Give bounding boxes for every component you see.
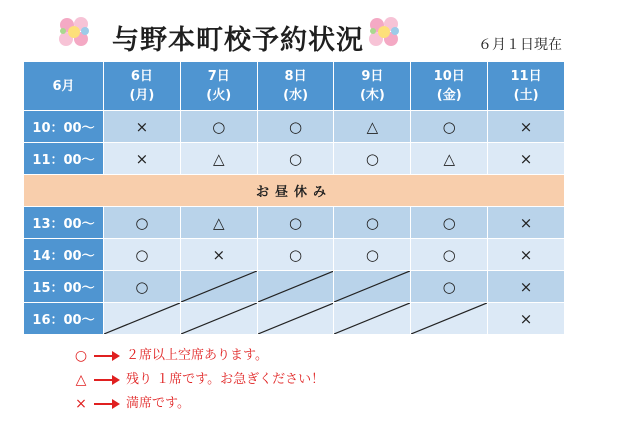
availability-cell: ○: [411, 207, 488, 239]
legend: [72, 344, 324, 416]
availability-cell: ×: [488, 271, 565, 303]
day-header: [257, 62, 334, 111]
arrow-right-icon: [94, 399, 120, 409]
availability-cell: ○: [104, 239, 181, 271]
availability-cell: ×: [488, 239, 565, 271]
lunch-break-label: お昼休み: [24, 175, 565, 207]
legend-item: [72, 368, 324, 392]
availability-cell: ○: [411, 239, 488, 271]
time-slot-label: 13：00～: [24, 207, 104, 239]
day-weekday: (水): [283, 88, 309, 103]
month-header: 6月: [24, 62, 104, 111]
day-header: [104, 62, 181, 111]
day-header: [411, 62, 488, 111]
legend-item: [72, 344, 324, 368]
availability-cell: ○: [257, 143, 334, 175]
availability-cell: ×: [180, 239, 257, 271]
unavailable-cell: [180, 271, 257, 303]
availability-cell: ×: [488, 303, 565, 335]
unavailable-cell: [334, 303, 411, 335]
legend-symbol: ○: [74, 348, 88, 364]
availability-cell: △: [180, 143, 257, 175]
flower-decoration-icon: [57, 15, 91, 49]
unavailable-cell: [104, 303, 181, 335]
day-date: 11日: [510, 69, 542, 84]
table-row: [24, 207, 565, 239]
diagonal-slash-icon: [258, 271, 334, 302]
availability-cell: ○: [334, 207, 411, 239]
day-weekday: (木): [359, 88, 385, 103]
table-header-row: [24, 62, 565, 111]
legend-text: 残り １席です。お急ぎください！: [126, 372, 325, 387]
day-weekday: (金): [436, 88, 462, 103]
diagonal-slash-icon: [258, 303, 334, 334]
availability-cell: ○: [257, 111, 334, 143]
availability-cell: ○: [411, 271, 488, 303]
availability-cell: △: [180, 207, 257, 239]
table-row: [24, 239, 565, 271]
day-date: 6日: [130, 69, 153, 84]
table-row: [24, 271, 565, 303]
availability-cell: ○: [104, 207, 181, 239]
unavailable-cell: [257, 271, 334, 303]
diagonal-slash-icon: [334, 303, 410, 334]
availability-cell: ×: [488, 111, 565, 143]
diagonal-slash-icon: [334, 271, 410, 302]
legend-item: [72, 392, 324, 416]
availability-cell: △: [411, 143, 488, 175]
availability-cell: ○: [180, 111, 257, 143]
availability-cell: ×: [488, 207, 565, 239]
table-row: [24, 303, 565, 335]
day-date: 7日: [207, 69, 230, 84]
availability-cell: ×: [488, 143, 565, 175]
legend-symbol: △: [75, 372, 87, 388]
flower-decoration-icon: [367, 15, 401, 49]
time-slot-label: 11：00～: [24, 143, 104, 175]
unavailable-cell: [334, 271, 411, 303]
diagonal-slash-icon: [181, 271, 257, 302]
lunch-break-row: [24, 175, 565, 207]
availability-cell: ○: [411, 111, 488, 143]
legend-text: ２席以上空席あります。: [126, 348, 268, 363]
page-title: 与野本町校予約状況: [112, 25, 364, 56]
availability-cell: △: [334, 111, 411, 143]
diagonal-slash-icon: [181, 303, 257, 334]
diagonal-slash-icon: [104, 303, 180, 334]
day-header: [180, 62, 257, 111]
arrow-right-icon: [94, 375, 120, 385]
day-weekday: (火): [206, 88, 232, 103]
day-weekday: (土): [513, 88, 539, 103]
unavailable-cell: [180, 303, 257, 335]
as-of-date: ６月１日現在: [478, 37, 562, 53]
time-slot-label: 15：00～: [24, 271, 104, 303]
arrow-right-icon: [94, 351, 120, 361]
unavailable-cell: [257, 303, 334, 335]
unavailable-cell: [411, 303, 488, 335]
availability-cell: ○: [334, 143, 411, 175]
availability-cell: ○: [257, 239, 334, 271]
table-row: [24, 143, 565, 175]
availability-cell: ○: [257, 207, 334, 239]
availability-cell: ×: [104, 111, 181, 143]
table-row: [24, 111, 565, 143]
time-slot-label: 10：00～: [24, 111, 104, 143]
legend-symbol: ×: [75, 396, 87, 412]
time-slot-label: 14：00～: [24, 239, 104, 271]
day-weekday: (月): [129, 88, 155, 103]
availability-cell: ○: [104, 271, 181, 303]
availability-cell: ○: [334, 239, 411, 271]
legend-text: 満席です。: [126, 396, 190, 411]
day-header: [334, 62, 411, 111]
day-date: 9日: [361, 69, 384, 84]
reservation-table: [23, 61, 565, 335]
day-date: 10日: [433, 69, 465, 84]
day-header: [488, 62, 565, 111]
time-slot-label: 16：00～: [24, 303, 104, 335]
availability-cell: ×: [104, 143, 181, 175]
diagonal-slash-icon: [411, 303, 487, 334]
day-date: 8日: [284, 69, 307, 84]
